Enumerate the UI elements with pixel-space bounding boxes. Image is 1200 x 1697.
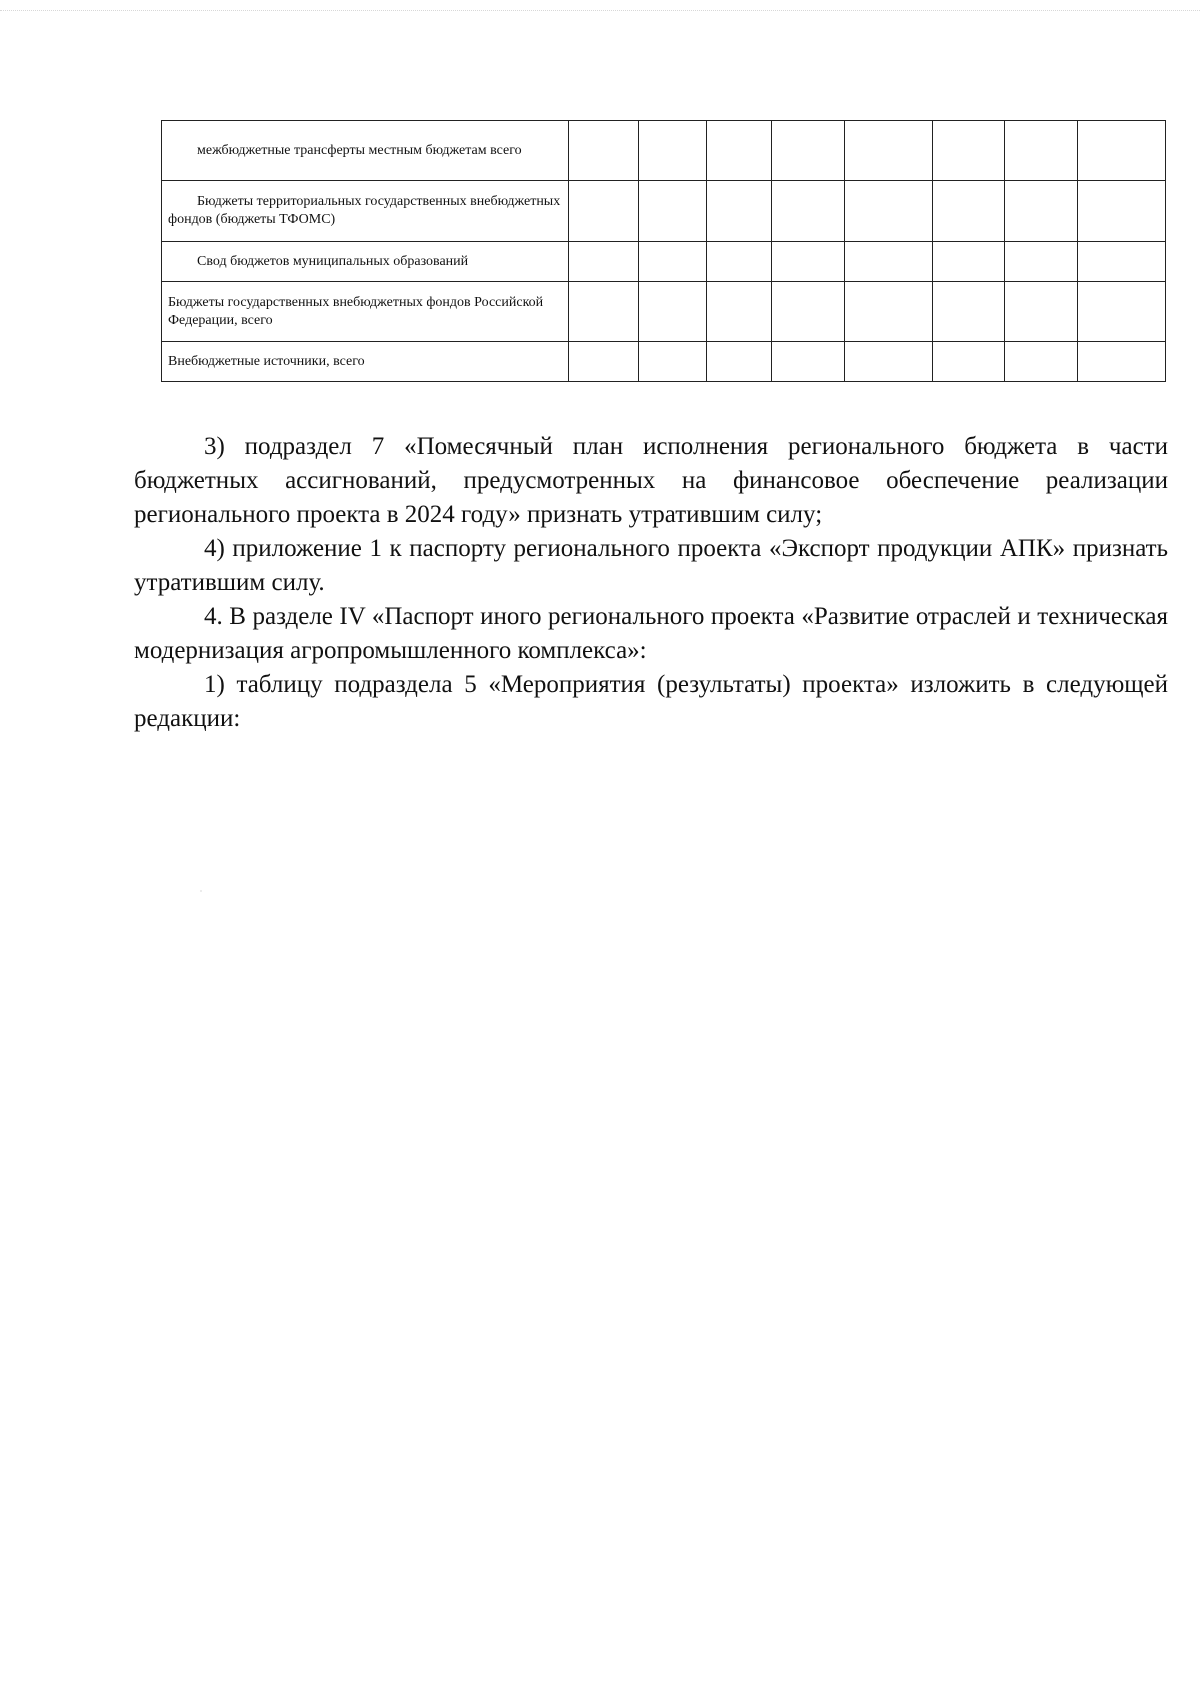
value-cell	[707, 242, 772, 282]
paragraph-subsection-7: 3) подраздел 7 «Помесячный план исполнения регионального бюджета в части бюджетных ассигнований, предусмотренных на финансовое обеспечение реализации регионального проекта в 2024 году» признать утратившим силу;	[134, 433, 1168, 528]
value-cell	[707, 342, 772, 382]
row-label-cell	[162, 181, 569, 242]
value-cell	[638, 242, 707, 282]
value-cell	[1005, 242, 1078, 282]
value-cell	[844, 242, 932, 282]
value-cell	[569, 121, 639, 181]
value-cell	[772, 242, 845, 282]
row-label-cell	[162, 342, 569, 382]
paragraph-appendix-1: 4) приложение 1 к паспорту регионального проекта «Экспорт продукции АПК» признать утратившим силу.	[134, 535, 1168, 596]
value-cell	[932, 342, 1005, 382]
table-row	[162, 181, 1166, 242]
scan-edge-line	[0, 10, 1200, 11]
scan-speck	[200, 890, 202, 892]
value-cell	[569, 181, 639, 242]
row-label: межбюджетные трансферты местным бюджетам всего	[197, 142, 522, 158]
paragraph-section-iv: 4. В разделе IV «Паспорт иного регионального проекта «Развитие отраслей и техническая модернизация агропромышленного комплекса»:	[134, 603, 1168, 664]
row-label: Внебюджетные источники, всего	[168, 353, 365, 369]
value-cell	[1078, 282, 1166, 342]
budget-sources-table	[161, 120, 1166, 382]
value-cell	[844, 282, 932, 342]
value-cell	[1078, 181, 1166, 242]
value-cell	[1005, 282, 1078, 342]
value-cell	[569, 242, 639, 282]
row-label: Свод бюджетов муниципальных образований	[197, 253, 469, 269]
row-label-cell	[162, 282, 569, 342]
value-cell	[844, 181, 932, 242]
value-cell	[844, 342, 932, 382]
value-cell	[1078, 242, 1166, 282]
row-label: Бюджеты территориальных государственных внебюджетных фондов (бюджеты ТФОМС)	[168, 194, 561, 227]
value-cell	[638, 121, 707, 181]
value-cell	[772, 342, 845, 382]
value-cell	[932, 282, 1005, 342]
value-cell	[772, 282, 845, 342]
value-cell	[772, 181, 845, 242]
value-cell	[1005, 181, 1078, 242]
value-cell	[1078, 342, 1166, 382]
value-cell	[707, 282, 772, 342]
row-label-cell	[162, 242, 569, 282]
value-cell	[638, 342, 707, 382]
value-cell	[1005, 121, 1078, 181]
value-cell	[844, 121, 932, 181]
value-cell	[772, 121, 845, 181]
table-row	[162, 342, 1166, 382]
value-cell	[638, 181, 707, 242]
table-row	[162, 121, 1166, 181]
paragraph-table-subsection-5: 1) таблицу подраздела 5 «Мероприятия (результаты) проекта» изложить в следующей редакции:	[134, 671, 1168, 732]
value-cell	[932, 242, 1005, 282]
row-label: Бюджеты государственных внебюджетных фондов Российской Федерации, всего	[168, 294, 544, 328]
row-label-cell	[162, 121, 569, 181]
value-cell	[569, 282, 639, 342]
value-cell	[707, 121, 772, 181]
value-cell	[1005, 342, 1078, 382]
body-text	[134, 430, 1168, 736]
value-cell	[638, 282, 707, 342]
table-row	[162, 282, 1166, 342]
value-cell	[932, 121, 1005, 181]
value-cell	[707, 181, 772, 242]
value-cell	[1078, 121, 1166, 181]
value-cell	[932, 181, 1005, 242]
table-row	[162, 242, 1166, 282]
value-cell	[569, 342, 639, 382]
